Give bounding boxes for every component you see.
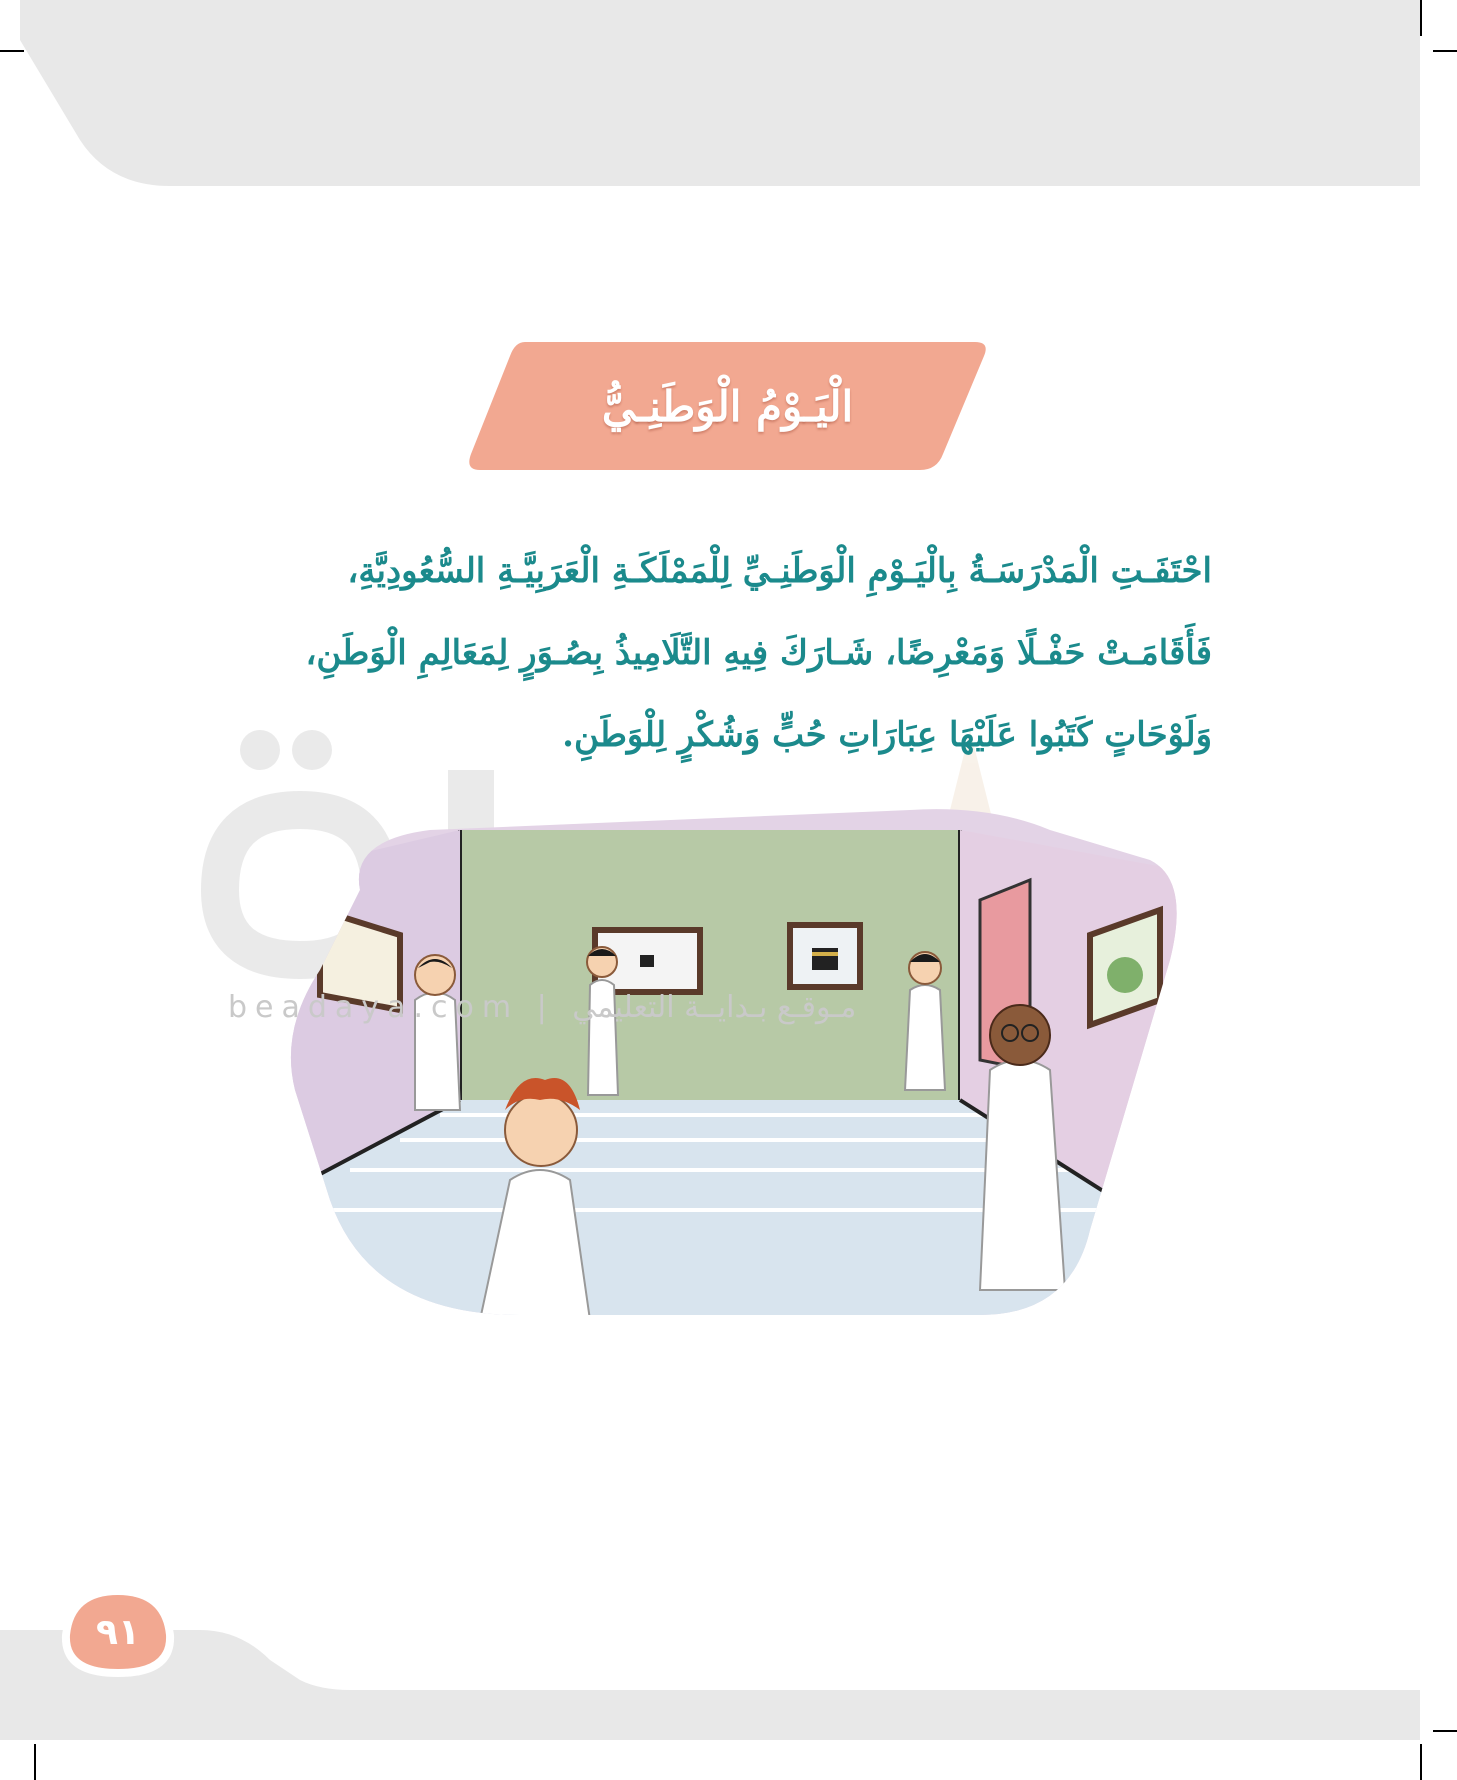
page-number: ٩١ <box>96 1612 140 1653</box>
crop-mark <box>1420 1744 1422 1780</box>
header-band <box>0 0 1420 190</box>
paragraph-line: وَلَوْحَاتٍ كَتَبُوا عَلَيْهَا عِبَارَاتِ حُبٍّ وَشُكْرٍ لِلْوَطَنِ. <box>562 715 1212 755</box>
paragraph-line: فَأَقَامَـتْ حَفْـلًا وَمَعْرِضًا، شَـارَكَ فِيهِ التَّلَامِيذُ بِصُـوَرٍ لِمَعَالِمِ الْوَطَنِ، <box>305 633 1212 673</box>
footer-band <box>0 1620 1420 1740</box>
exhibition-illustration <box>290 770 1180 1320</box>
watermark-text: beadaya.com | مـوقـع بـدايــة التعليمي <box>228 990 857 1025</box>
crop-mark <box>34 1744 36 1780</box>
crop-mark <box>1433 50 1457 52</box>
crop-mark <box>1433 1730 1457 1732</box>
lesson-title: الْيَـوْمُ الْوَطَنِـيُّ <box>601 381 854 431</box>
paragraph-line: احْتَفَـتِ الْمَدْرَسَـةُ بِالْيَـوْمِ الْوَطَنِـيِّ لِلْمَمْلَكَـةِ الْعَرَبِيَّـةِ السُّعُودِيَّةِ، <box>347 551 1212 591</box>
lesson-paragraph <box>180 530 1212 776</box>
crop-mark <box>1420 0 1422 36</box>
